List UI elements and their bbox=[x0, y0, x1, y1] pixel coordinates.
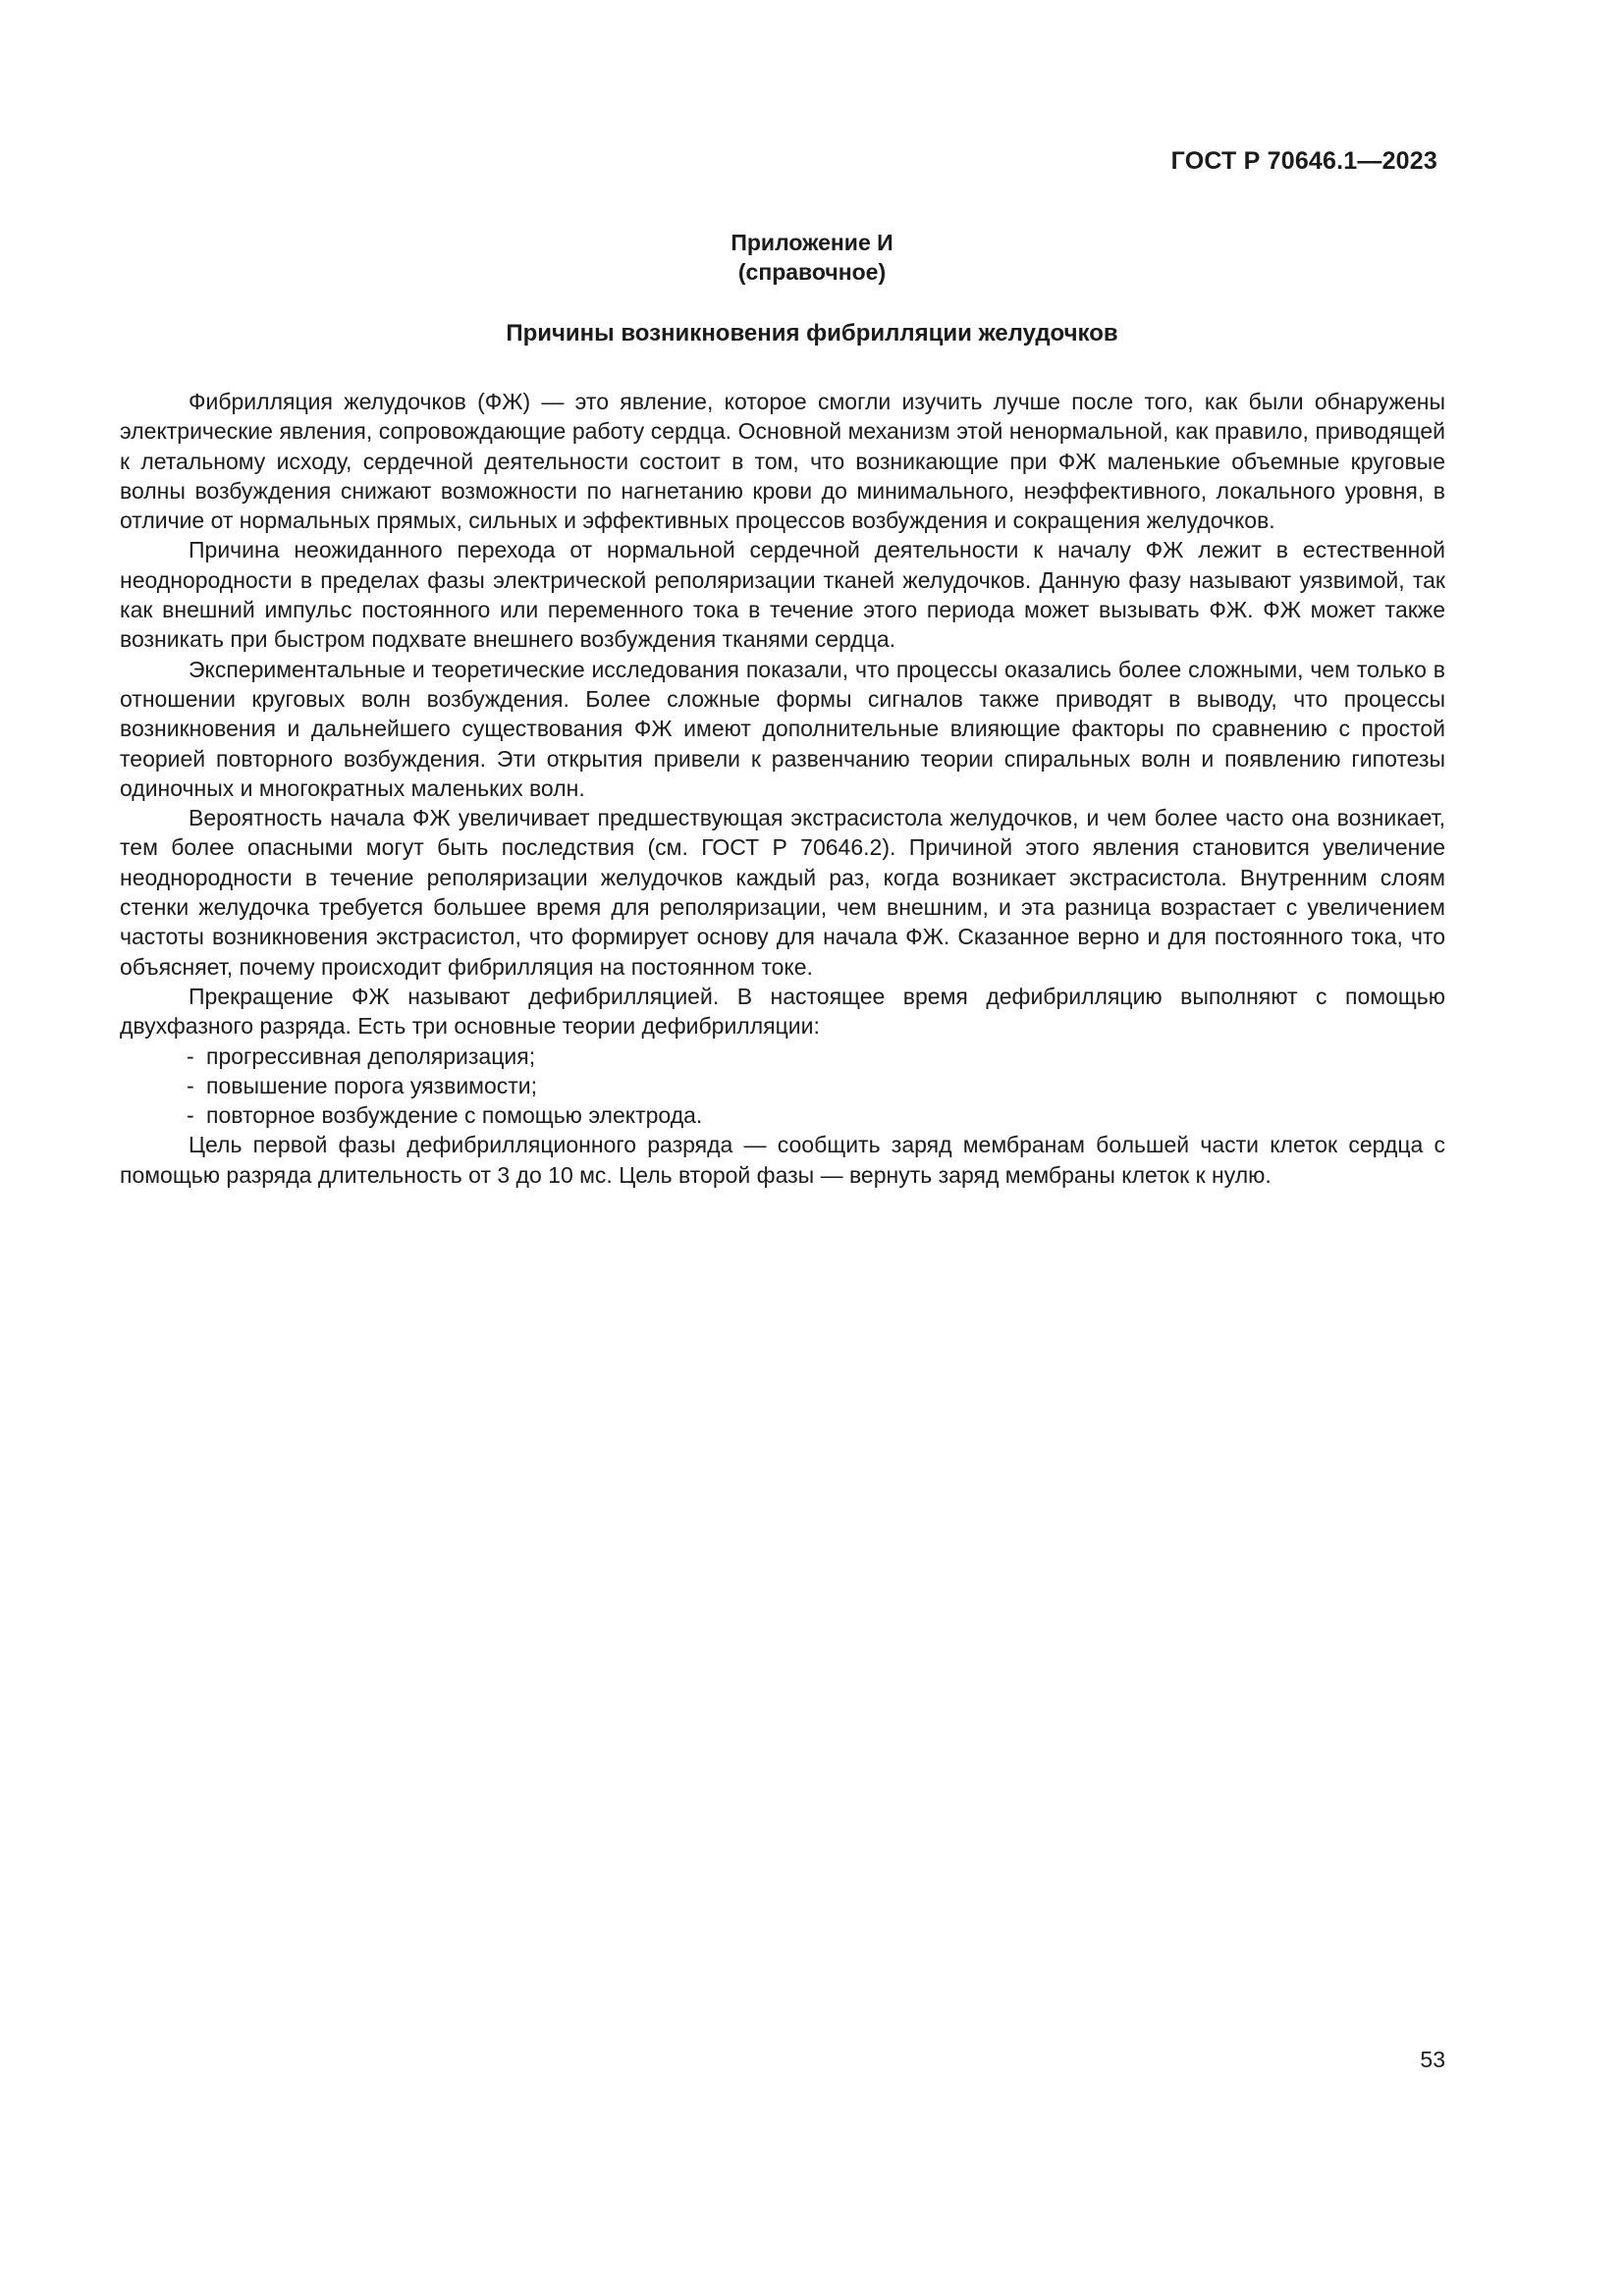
appendix-heading bbox=[0, 228, 1624, 287]
list-marker: - bbox=[187, 1042, 194, 1069]
appendix-title: Приложение И bbox=[731, 230, 893, 255]
list-item bbox=[120, 1071, 1445, 1100]
list-marker: - bbox=[187, 1102, 194, 1129]
paragraph-5: Прекращение ФЖ называют дефибрилляцией. В настоящее время дефибрилляцию выполняют с помощью двухфазного разряда. Есть три основные теории дефибрилляции: bbox=[120, 983, 1445, 1040]
document-code: ГОСТ Р 70646.1—2023 bbox=[1170, 147, 1437, 175]
list-item bbox=[120, 1100, 1445, 1130]
list-marker: - bbox=[187, 1072, 194, 1098]
list-item bbox=[120, 1041, 1445, 1071]
page-number: 53 bbox=[1420, 2047, 1445, 2072]
paragraph-4: Вероятность начала ФЖ увеличивает предшествующая экстрасистола желудочков, и чем более часто она возникает, тем более опасными могут быть последствия (см. ГОСТ Р 70646.2). Причиной этого явления становится увеличение неоднородности в течение реполяризации желудочков каждый раз, когда возникает экстрасистола. Внутренним слоям стенки желудочка требуется большее время для реполяризации, чем внешним, и эта разница возрастает с увеличением частоты возникновения экстрасистол, что формирует основу для начала ФЖ. Сказанное верно и для постоянного тока, что объясняет, почему происходит фибрилляция на постоянном токе. bbox=[120, 805, 1445, 980]
list-item-text: повторное возбуждение с помощью электрода. bbox=[206, 1102, 703, 1129]
list-item-text: повышение порога уязвимости; bbox=[206, 1072, 538, 1098]
paragraph-final: Цель первой фазы дефибрилляционного разряда — сообщить заряд мембранам большей части клеток сердца с помощью разряда длительность от 3 до 10 мс. Цель второй фазы — вернуть заряд мембраны клеток к нулю. bbox=[120, 1132, 1445, 1188]
body-text bbox=[120, 387, 1445, 1190]
appendix-subtitle: (справочное) bbox=[737, 259, 887, 285]
paragraph-1: Фибрилляция желудочков (ФЖ) — это явление, которое смогли изучить лучше после того, как были обнаружены электрические явления, сопровождающие работу сердца. Основной механизм этой ненормальной, как правило, приводящей к летальному исходу, сердечной деятельности состоит в том, что возникающие при ФЖ маленькие объемные круговые волны возбуждения снижают возможности по нагнетанию крови до минимального, неэффективного, локального уровня, в отличие от нормальных прямых, сильных и эффективных процессов возбуждения и сокращения желудочков. bbox=[120, 389, 1445, 534]
list-item-text: прогрессивная деполяризация; bbox=[206, 1042, 536, 1069]
paragraph-2: Причина неожиданного перехода от нормальной сердечной деятельности к началу ФЖ лежит в естественной неоднородности в пределах фазы электрической реполяризации тканей желудочков. Данную фазу называют уязвимой, так как внешний импульс постоянного или переменного тока в течение этого периода может вызывать ФЖ. ФЖ может также возникать при быстром подхвате внешнего возбуждения тканями сердца. bbox=[120, 537, 1445, 653]
defibrillation-theories-list bbox=[120, 1041, 1445, 1131]
paragraph-3: Экспериментальные и теоретические исследования показали, что процессы оказались более сложными, чем только в отношении круговых волн возбуждения. Более сложные формы сигналов также приводят в выводу, что процессы возникновения и дальнейшего существования ФЖ имеют дополнительные влияющие факторы по сравнению с простой теорией повторного возбуждения. Эти открытия привели к развенчанию теории спиральных волн и появлению гипотезы одиночных и многократных маленьких волн. bbox=[120, 656, 1445, 801]
section-title: Причины возникновения фибрилляции желудочков bbox=[506, 320, 1118, 347]
